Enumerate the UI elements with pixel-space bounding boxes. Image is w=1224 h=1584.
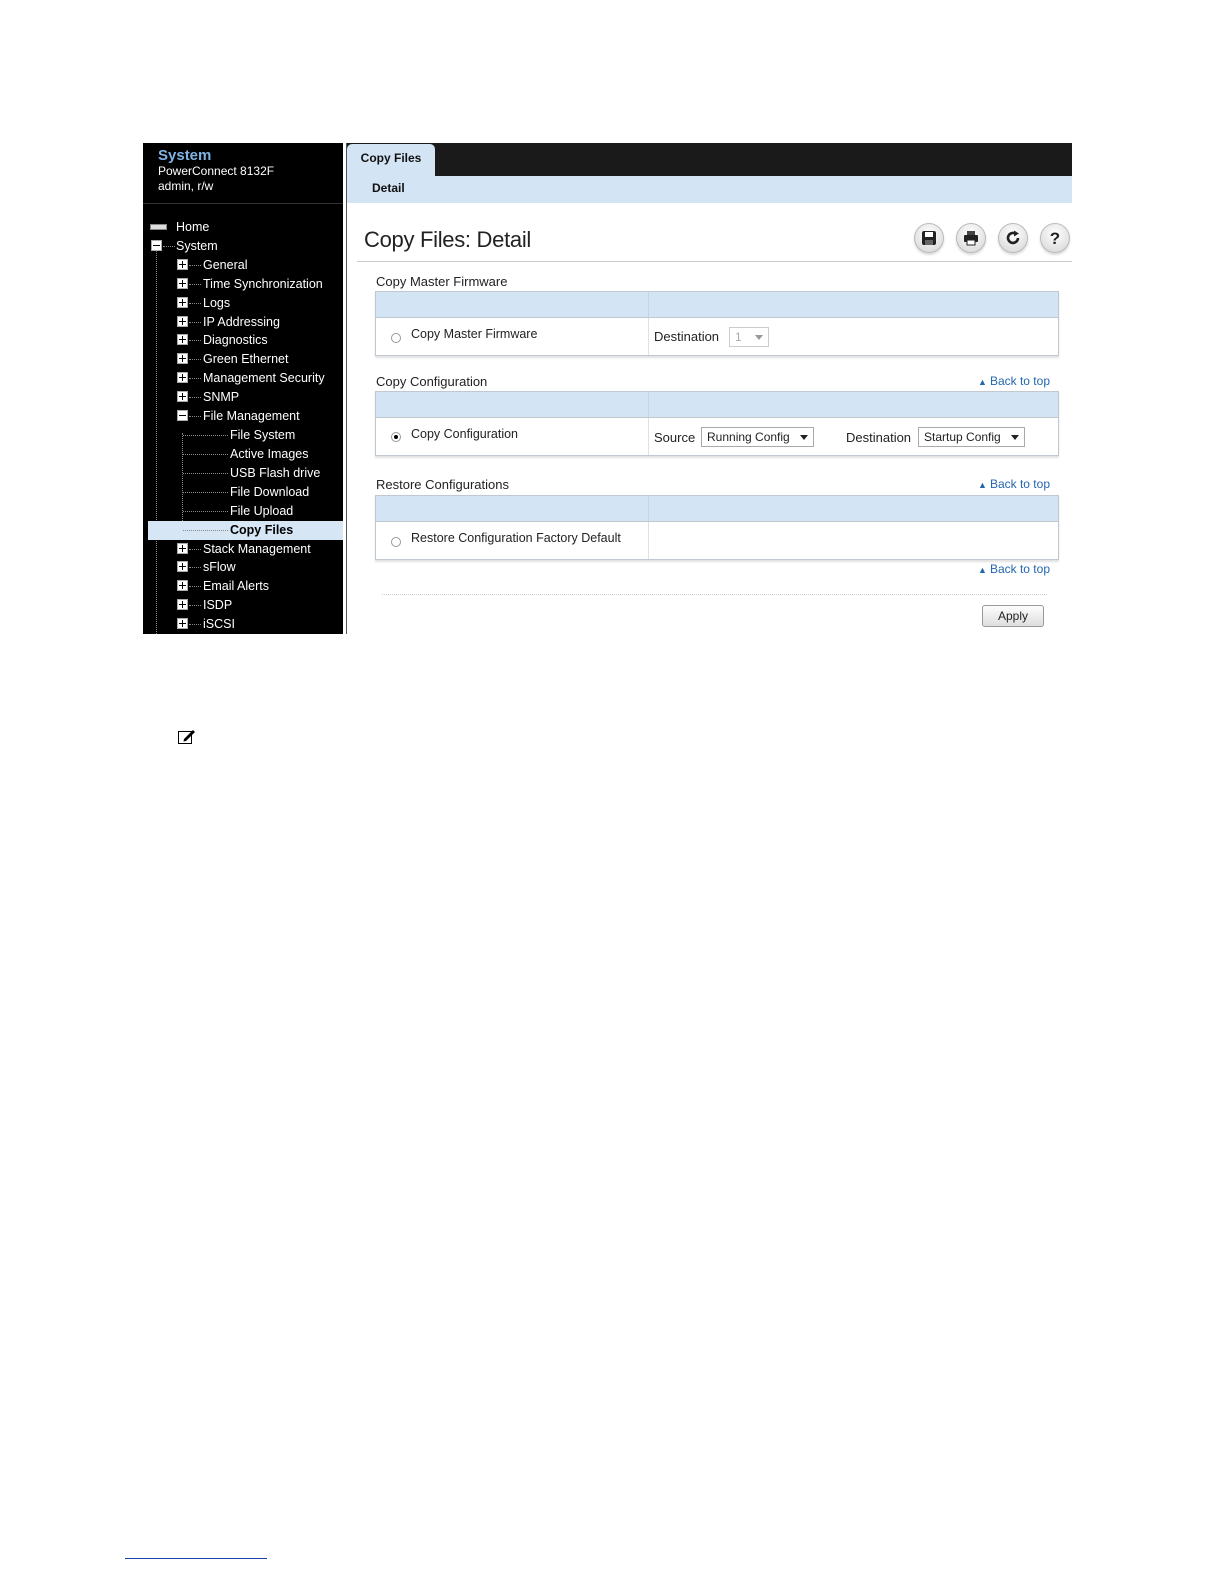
restore-factory-default-label: Restore Configuration Factory Default (411, 531, 621, 545)
expand-icon[interactable] (177, 543, 188, 554)
expand-icon[interactable] (177, 353, 188, 364)
expand-icon[interactable] (177, 561, 188, 572)
config-destination-value: Startup Config (924, 430, 1001, 444)
section-title-config: Copy Configuration (376, 374, 488, 389)
triangle-up-icon: ▲ (978, 565, 987, 575)
firmware-destination-label: Destination (654, 329, 720, 344)
nav-item-label: File System (230, 428, 296, 442)
nav-item-ip-addressing[interactable] (143, 313, 343, 332)
nav-item-label: Email Alerts (203, 579, 269, 593)
expand-icon[interactable] (177, 391, 188, 402)
svg-text:?: ? (1049, 230, 1061, 246)
config-source-value: Running Config (707, 430, 790, 444)
nav-item-file-management[interactable] (143, 407, 343, 426)
nav-item-label: SNMP (203, 390, 240, 404)
expand-icon[interactable] (177, 618, 188, 629)
apply-divider (382, 594, 1047, 595)
back-to-top-link[interactable] (978, 374, 1050, 388)
footnote-rule (125, 1558, 267, 1559)
expand-icon[interactable] (177, 334, 188, 345)
config-source-label: Source (654, 430, 696, 445)
nav-item-active-images[interactable] (143, 445, 343, 464)
nav-item-general[interactable] (143, 256, 343, 275)
expand-icon[interactable] (177, 372, 188, 383)
nav-item-label: General (203, 258, 248, 272)
print-button[interactable] (956, 223, 986, 253)
config-destination-select[interactable] (918, 427, 1025, 447)
nav-item-management-security[interactable] (143, 369, 343, 388)
tab-copy-files[interactable]: Copy Files (347, 144, 435, 177)
triangle-up-icon: ▲ (978, 480, 987, 490)
chevron-down-icon (755, 335, 763, 340)
nav-item-diagnostics[interactable] (143, 331, 343, 350)
nav-item-label: System (176, 239, 218, 253)
nav-item-label: Time Synchronization (203, 277, 323, 291)
restore-panel (375, 495, 1059, 560)
expand-icon[interactable] (177, 316, 188, 327)
nav-item-copy-files[interactable] (148, 521, 343, 540)
back-to-top-label: Back to top (989, 374, 1050, 388)
save-icon (921, 230, 937, 246)
nav-item-system[interactable] (143, 237, 343, 256)
config-source-select[interactable] (701, 427, 814, 447)
nav-item-label: File Upload (230, 504, 294, 518)
chevron-down-icon (1011, 435, 1019, 440)
refresh-button[interactable] (998, 223, 1028, 253)
nav-item-label: IP Addressing (203, 315, 280, 329)
copy-master-firmware-radio[interactable] (391, 333, 401, 343)
firmware-destination-value: 1 (735, 330, 742, 344)
nav-item-label: USB Flash drive (230, 466, 321, 480)
expand-icon[interactable] (177, 599, 188, 610)
nav-item-stack-management[interactable] (143, 540, 343, 559)
nav-item-label: ISDP (203, 598, 233, 612)
nav-tree (143, 143, 343, 634)
nav-item-email-alerts[interactable] (143, 577, 343, 596)
nav-item-file-system[interactable] (143, 426, 343, 445)
nav-item-label: Stack Management (203, 542, 311, 556)
save-button[interactable] (914, 223, 944, 253)
collapse-icon[interactable] (177, 410, 188, 421)
collapse-icon[interactable] (151, 240, 162, 251)
nav-item-label: Home (176, 220, 210, 234)
nav-item-label: Active Images (230, 447, 309, 461)
nav-item-label: Logs (203, 296, 231, 310)
help-icon (1047, 230, 1063, 246)
firmware-destination-select[interactable] (729, 327, 769, 347)
expand-icon[interactable] (177, 259, 188, 270)
config-destination-label: Destination (846, 430, 912, 445)
tab-bar (347, 143, 1072, 176)
expand-icon[interactable] (177, 297, 188, 308)
note-pencil-icon (178, 728, 196, 744)
firmware-panel (375, 291, 1059, 356)
nav-item-logs[interactable] (143, 294, 343, 313)
nav-item-label: File Management (203, 409, 300, 423)
print-icon (963, 230, 979, 246)
device-name: PowerConnect 8132F (158, 164, 275, 178)
nav-item-iscsi[interactable] (143, 615, 343, 634)
sub-tab-detail[interactable]: Detail (372, 181, 405, 195)
apply-button[interactable]: Apply (982, 605, 1044, 627)
sidebar-title: System (158, 147, 212, 164)
nav-item-file-upload[interactable] (143, 502, 343, 521)
nav-item-sflow[interactable] (143, 558, 343, 577)
page-title: Copy Files: Detail (364, 227, 531, 252)
copy-configuration-radio[interactable] (391, 432, 401, 442)
help-button[interactable] (1040, 223, 1070, 253)
nav-item-time-synchronization[interactable] (143, 275, 343, 294)
main-content (346, 143, 1072, 634)
back-to-top-label: Back to top (989, 562, 1050, 576)
config-panel (375, 391, 1059, 456)
nav-item-label: Copy Files (230, 523, 294, 537)
nav-item-label: sFlow (203, 560, 236, 574)
home-icon (150, 224, 167, 230)
nav-item-usb-flash-drive[interactable] (143, 464, 343, 483)
sub-tab-bar (347, 176, 1072, 203)
back-to-top-label: Back to top (989, 477, 1050, 491)
restore-factory-default-radio[interactable] (391, 537, 401, 547)
title-divider (357, 261, 1072, 262)
expand-icon[interactable] (177, 278, 188, 289)
user-info: admin, r/w (158, 179, 214, 193)
sidebar (143, 143, 343, 634)
nav-item-home[interactable] (143, 218, 343, 237)
copy-master-firmware-label: Copy Master Firmware (411, 327, 538, 341)
section-title-restore: Restore Configurations (376, 477, 509, 492)
triangle-up-icon: ▲ (978, 377, 987, 387)
expand-icon[interactable] (177, 580, 188, 591)
section-title-firmware: Copy Master Firmware (376, 274, 508, 289)
back-to-top-link[interactable] (978, 562, 1050, 576)
copy-configuration-label: Copy Configuration (411, 427, 519, 441)
nav-item-file-download[interactable] (143, 483, 343, 502)
nav-item-green-ethernet[interactable] (143, 350, 343, 369)
nav-item-label: Diagnostics (203, 333, 268, 347)
nav-item-label: iSCSI (203, 617, 235, 631)
refresh-icon (1005, 230, 1021, 246)
chevron-down-icon (800, 435, 808, 440)
nav-item-snmp[interactable] (143, 388, 343, 407)
screenshot-window (143, 143, 1071, 634)
nav-item-isdp[interactable] (143, 596, 343, 615)
back-to-top-link[interactable] (978, 477, 1050, 491)
nav-item-label: Management Security (203, 371, 325, 385)
nav-item-label: File Download (230, 485, 310, 499)
nav-item-label: Green Ethernet (203, 352, 289, 366)
